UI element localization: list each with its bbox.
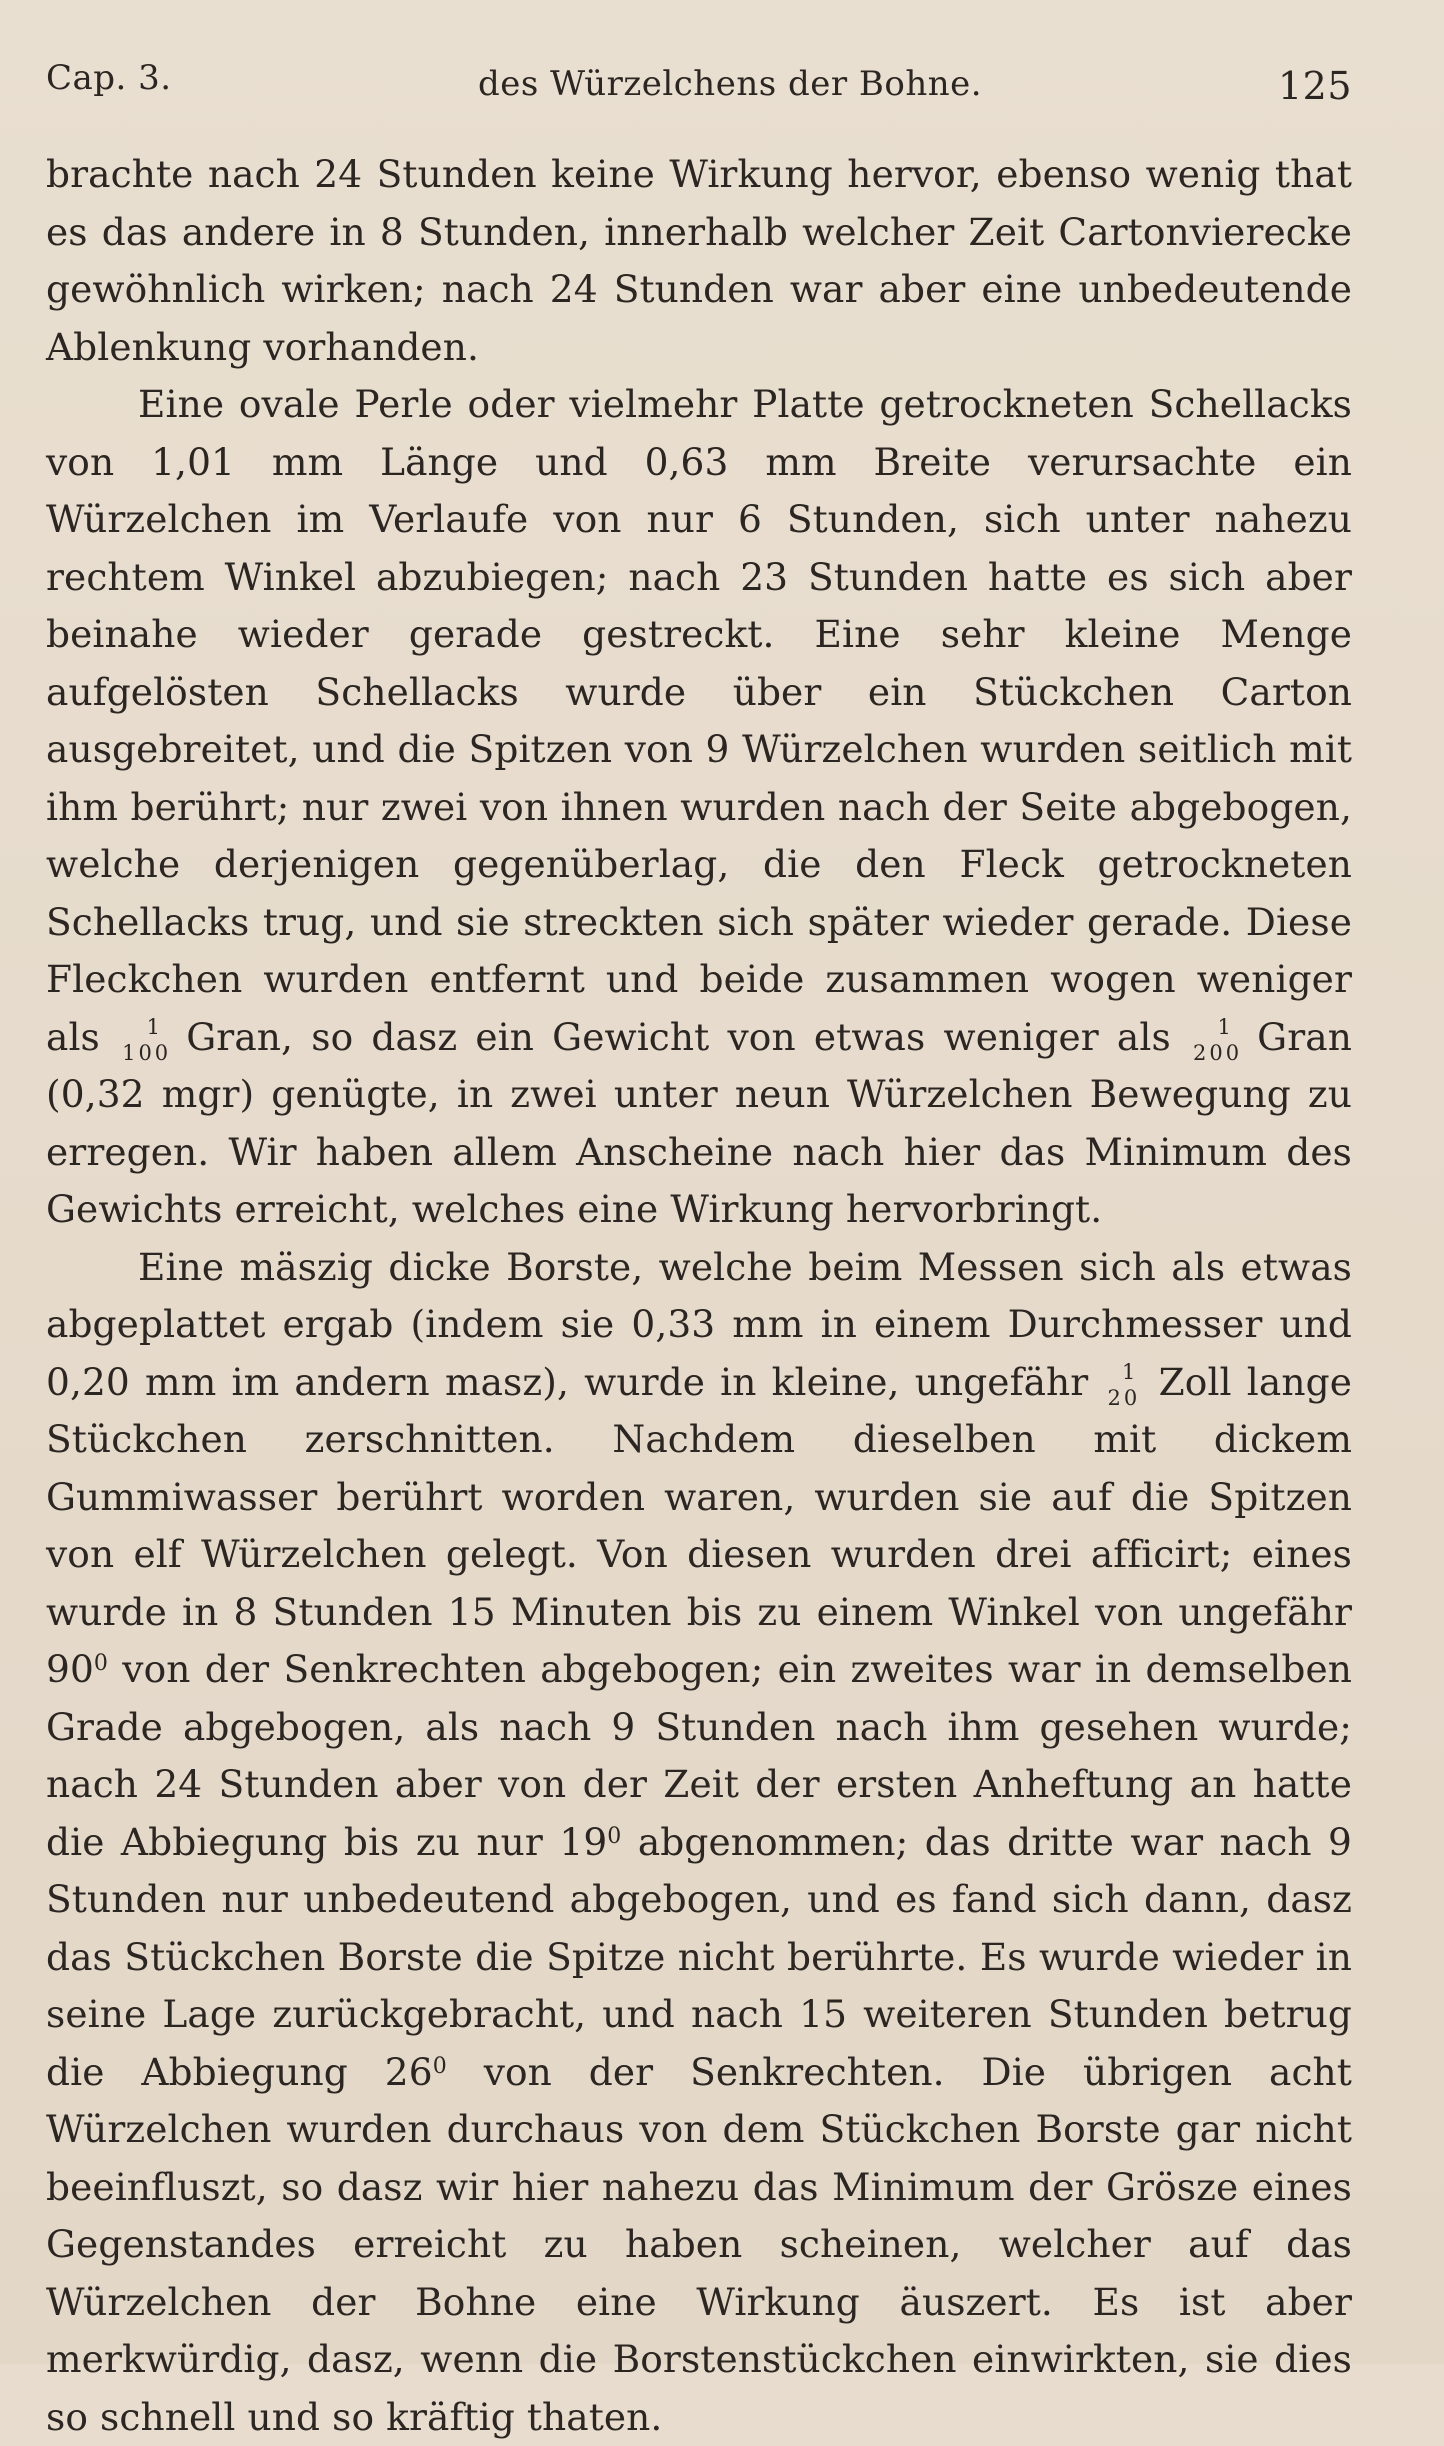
paragraph-3-text-part-3: von der Senkrechten abgebogen; ein zweites war in demselben Grade abgebogen, als nach 9 Stunden nach ihm gesehen wurde; nach 24 Stunden aber von der Zeit der ersten Anheftung an hatte die Abbiegung bis zu nur 19 bbox=[46, 1647, 1352, 1864]
degree-symbol: 0 bbox=[607, 1824, 621, 1849]
fraction-numerator: 1 bbox=[1122, 1361, 1135, 1383]
page-number: 125 bbox=[1278, 64, 1352, 108]
degree-symbol: 0 bbox=[94, 1651, 108, 1676]
fraction-numerator: 1 bbox=[147, 1016, 160, 1038]
running-title: des Würzelchens der Bohne. bbox=[478, 64, 982, 104]
paragraph-3-text-start: Eine mäszig dicke Borste, welche beim Messen sich als etwas abgeplattet ergab (indem sie 0,33 mm in einem Durchmesser und 0,20 mm im andern masz), wurde in kleine, ungefähr bbox=[46, 1245, 1352, 1404]
fraction-denominator: 100 bbox=[122, 1042, 171, 1064]
fraction-denominator: 200 bbox=[1193, 1042, 1242, 1064]
fraction-denominator: 20 bbox=[1107, 1387, 1140, 1409]
paragraph-1-text: brachte nach 24 Stunden keine Wirkung hervor, ebenso wenig that es das andere in 8 Stunden, innerhalb welcher Zeit Cartonvierecke gewöhnlich wirken; nach 24 Stunden war aber eine unbedeutende Ablenkung vorhanden. bbox=[46, 152, 1352, 369]
paragraph-3-text-part-2: Zoll lange Stückchen zerschnitten. Nachdem dieselben mit dickem Gummiwasser berührt worden waren, wurden sie auf die Spitzen von elf Würzelchen gelegt. Von diesen wurden drei afficirt; eines wurde in 8 Stunden 15 Minuten bis zu einem Winkel von ungefähr 90 bbox=[46, 1360, 1352, 1692]
paragraph-1 bbox=[46, 146, 1352, 376]
paragraph-3-text-end: von der Senkrechten. Die übrigen acht Würzelchen wurden durchaus von dem Stückchen Borste gar nicht beeinfluszt, so dasz wir hier nahezu das Minimum der Grösze eines Gegenstandes erreicht zu haben scheinen, welcher auf das Würzelchen der Bohne eine Wirkung äuszert. Es ist aber merkwürdig, dasz, wenn die Borstenstückchen einwirkten, sie dies so schnell und so kräftig thaten. bbox=[46, 2050, 1352, 2439]
fraction-one-hundredth bbox=[122, 1020, 162, 1054]
fraction-one-two-hundredth bbox=[1193, 1020, 1233, 1054]
paragraph-2-text-start: Eine ovale Perle oder vielmehr Platte getrockneten Schellacks von 1,01 mm Länge und 0,63 mm Breite verursachte ein Würzelchen im Verlaufe von nur 6 Stunden, sich unter nahezu rechtem Winkel abzubiegen; nach 23 Stunden hatte es sich aber beinahe wieder gerade gestreckt. Eine sehr kleine Menge aufgelösten Schellacks wurde über ein Stückchen Carton ausgebreitet, und die Spitzen von 9 Würzelchen wurden seitlich mit ihm berührt; nur zwei von ihnen wurden nach der Seite abgebogen, welche derjenigen gegenüberlag, die den Fleck getrockneten Schellacks trug, und sie streckten sich später wieder gerade. Diese Fleckchen wurden entfernt und beide zusammen wogen weniger als bbox=[46, 382, 1352, 1059]
paragraph-3-text-part-4: abgenommen; das dritte war nach 9 Stunden nur unbedeutend abgebogen, und es fand sich dann, dasz das Stückchen Borste die Spitze nicht berührte. Es wurde wieder in seine Lage zurückgebracht, und nach 15 weiteren Stunden betrug die Abbiegung 26 bbox=[46, 1820, 1352, 2094]
running-header bbox=[46, 58, 1352, 118]
paragraph-2-text-middle: Gran, so dasz ein Gewicht von etwas weniger als bbox=[186, 1015, 1171, 1059]
degree-symbol: 0 bbox=[433, 2054, 447, 2079]
fraction-one-twentieth bbox=[1107, 1365, 1137, 1399]
paragraph-2-text-end: Gran (0,32 mgr) genügte, in zwei unter neun Würzelchen Bewegung zu erregen. Wir haben allem Anscheine nach hier das Minimum des Gewichts erreicht, welches eine Wirkung hervorbringt. bbox=[46, 1015, 1352, 1232]
fraction-numerator: 1 bbox=[1218, 1016, 1231, 1038]
paragraph-2 bbox=[46, 376, 1352, 1239]
chapter-label: Cap. 3. bbox=[46, 58, 172, 98]
paragraph-3 bbox=[46, 1239, 1352, 2446]
body-text bbox=[46, 146, 1352, 2446]
